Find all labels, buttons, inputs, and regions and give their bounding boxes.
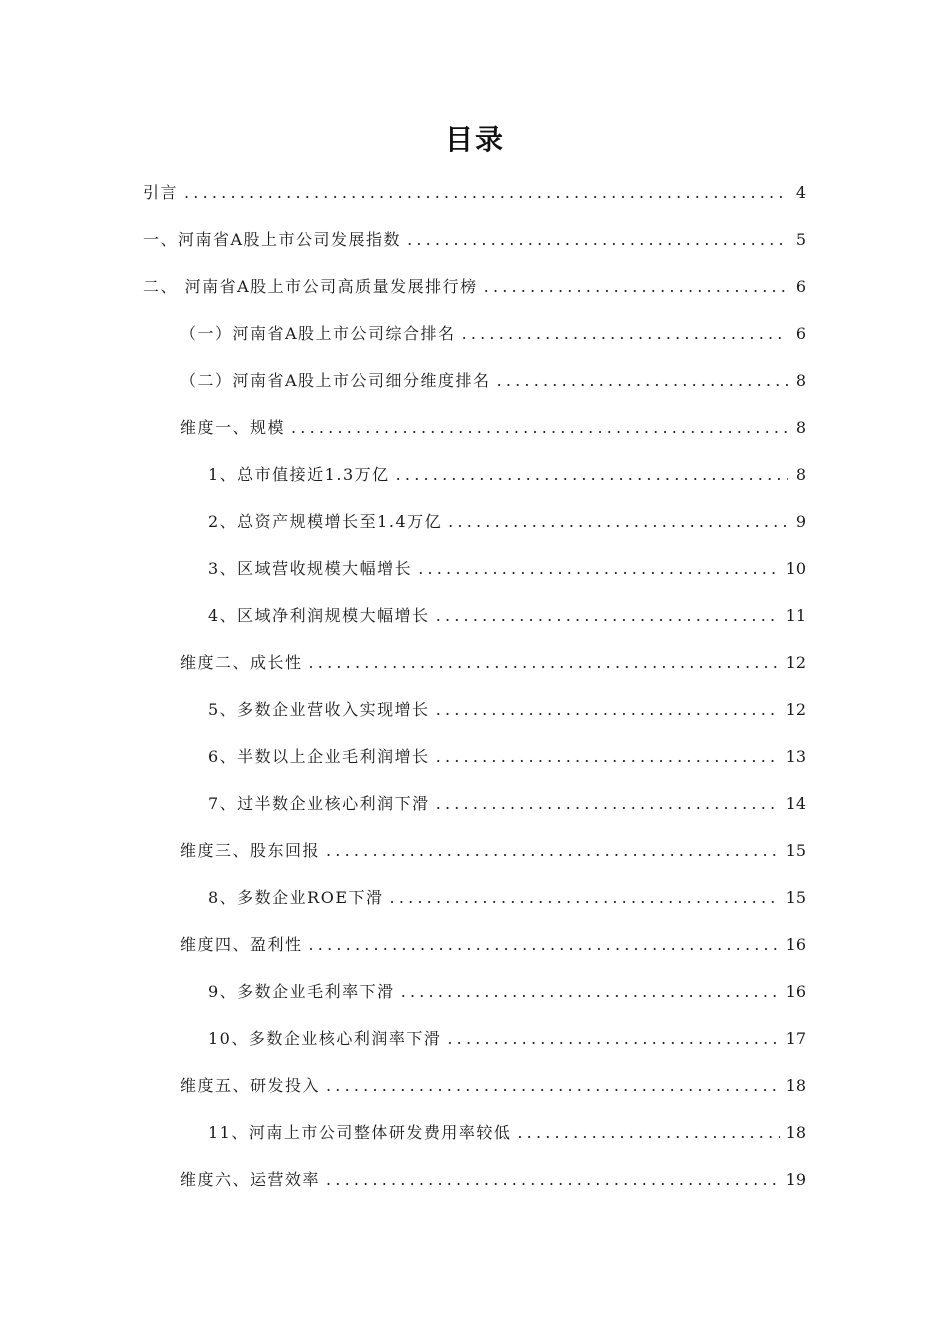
toc-entry-title: 维度三、股东回报	[180, 841, 321, 860]
toc-entry-title: （二）河南省A股上市公司细分维度排名	[180, 371, 491, 390]
toc-entry-title: 维度四、盈利性	[180, 935, 303, 954]
toc-dot-leader	[309, 648, 780, 678]
toc-entry-title: 3、区域营收规模大幅增长	[208, 559, 413, 578]
toc-entry-title: 引言	[143, 183, 179, 202]
toc-entry-title: 维度五、研发投入	[180, 1076, 321, 1095]
toc-entry-title: 4、区域净利润规模大幅增长	[208, 606, 430, 625]
toc-dot-leader	[436, 601, 780, 631]
toc-entry-title: 1、总市值接近1.3万亿	[208, 465, 390, 484]
toc-entry[interactable]	[143, 225, 806, 255]
toc-entry-title: 5、多数企业营收入实现增长	[208, 700, 430, 719]
toc-entry-title: （一）河南省A股上市公司综合排名	[180, 324, 456, 343]
toc-entry-title: 7、过半数企业核心利润下滑	[208, 794, 430, 813]
toc-dot-leader	[326, 836, 780, 866]
toc-dot-leader	[390, 883, 780, 913]
toc-entry[interactable]	[208, 460, 806, 490]
toc-dot-leader	[436, 789, 780, 819]
toc-page-number: 6	[795, 277, 806, 296]
toc-entry[interactable]	[143, 178, 806, 208]
toc-page-number: 4	[795, 183, 806, 202]
toc-entry[interactable]	[180, 1165, 806, 1195]
toc-page-number: 8	[795, 418, 806, 437]
toc-page-number: 6	[795, 324, 806, 343]
toc-page-number: 8	[795, 465, 806, 484]
toc-entry[interactable]	[180, 930, 806, 960]
toc-dot-leader	[517, 1118, 779, 1148]
toc-entry-title: 10、多数企业核心利润率下滑	[208, 1029, 442, 1048]
toc-page-number: 12	[785, 700, 806, 719]
toc-entry-title: 8、多数企业ROE下滑	[208, 888, 384, 907]
toc-entry-title: 2、总资产规模增长至1.4万亿	[208, 512, 443, 531]
toc-entry-title: 维度一、规模	[180, 418, 286, 437]
toc-dot-leader	[291, 413, 788, 443]
toc-entry-title: 维度六、运营效率	[180, 1170, 321, 1189]
toc-dot-leader	[401, 977, 780, 1007]
toc-page-number: 10	[785, 559, 806, 578]
toc-entry[interactable]	[180, 319, 806, 349]
toc-entry[interactable]	[180, 413, 806, 443]
toc-dot-leader	[497, 366, 788, 396]
toc-page-number: 19	[785, 1170, 806, 1189]
toc-page-number: 11	[785, 606, 806, 625]
toc-entry-title: 一、河南省A股上市公司发展指数	[143, 230, 402, 249]
toc-dot-leader	[396, 460, 788, 490]
toc-dot-leader	[418, 554, 779, 584]
toc-dot-leader	[407, 225, 788, 255]
page-title: 目录	[444, 123, 505, 156]
toc-entry[interactable]	[180, 366, 806, 396]
toc-entry-title: 11、河南上市公司整体研发费用率较低	[208, 1123, 512, 1142]
toc-entry[interactable]	[180, 648, 806, 678]
toc-entry-title: 6、半数以上企业毛利润增长	[208, 747, 430, 766]
toc-page-number: 9	[795, 512, 806, 531]
toc-page-number: 12	[785, 653, 806, 672]
toc-entry[interactable]	[208, 695, 806, 725]
toc-page-number: 16	[785, 982, 806, 1001]
toc-page-number: 15	[785, 841, 806, 860]
toc-page-number: 18	[785, 1123, 806, 1142]
toc-page-number: 17	[785, 1029, 806, 1048]
toc-entry-title: 二、 河南省A股上市公司高质量发展排行榜	[143, 277, 478, 296]
toc-page-number: 18	[785, 1076, 806, 1095]
toc-dot-leader	[462, 319, 788, 349]
toc-page-number: 16	[785, 935, 806, 954]
toc-entry-title: 维度二、成长性	[180, 653, 303, 672]
toc-entry[interactable]	[208, 977, 806, 1007]
toc-page-number: 15	[785, 888, 806, 907]
toc-entry[interactable]	[208, 1118, 806, 1148]
toc-page-number: 5	[795, 230, 806, 249]
toc-entry[interactable]	[208, 507, 806, 537]
toc-entry[interactable]	[208, 1024, 806, 1054]
toc-page-number: 13	[785, 747, 806, 766]
toc-entry-title: 9、多数企业毛利率下滑	[208, 982, 395, 1001]
toc-dot-leader	[447, 1024, 779, 1054]
toc-dot-leader	[436, 742, 780, 772]
toc-entry[interactable]	[180, 1071, 806, 1101]
toc-dot-leader	[484, 272, 788, 302]
toc-dot-leader	[436, 695, 780, 725]
toc-dot-leader	[326, 1165, 780, 1195]
toc-entry[interactable]	[208, 789, 806, 819]
toc-page-number: 8	[795, 371, 806, 390]
toc-entry[interactable]	[180, 836, 806, 866]
toc-dot-leader	[326, 1071, 780, 1101]
toc-entry[interactable]	[143, 272, 806, 302]
toc-dot-leader	[448, 507, 788, 537]
toc-entry[interactable]	[208, 554, 806, 584]
toc-dot-leader	[309, 930, 780, 960]
toc-entry[interactable]	[208, 742, 806, 772]
toc-page-number: 14	[785, 794, 806, 813]
toc-entry[interactable]	[208, 601, 806, 631]
toc-entry[interactable]	[208, 883, 806, 913]
toc-dot-leader	[184, 178, 788, 208]
